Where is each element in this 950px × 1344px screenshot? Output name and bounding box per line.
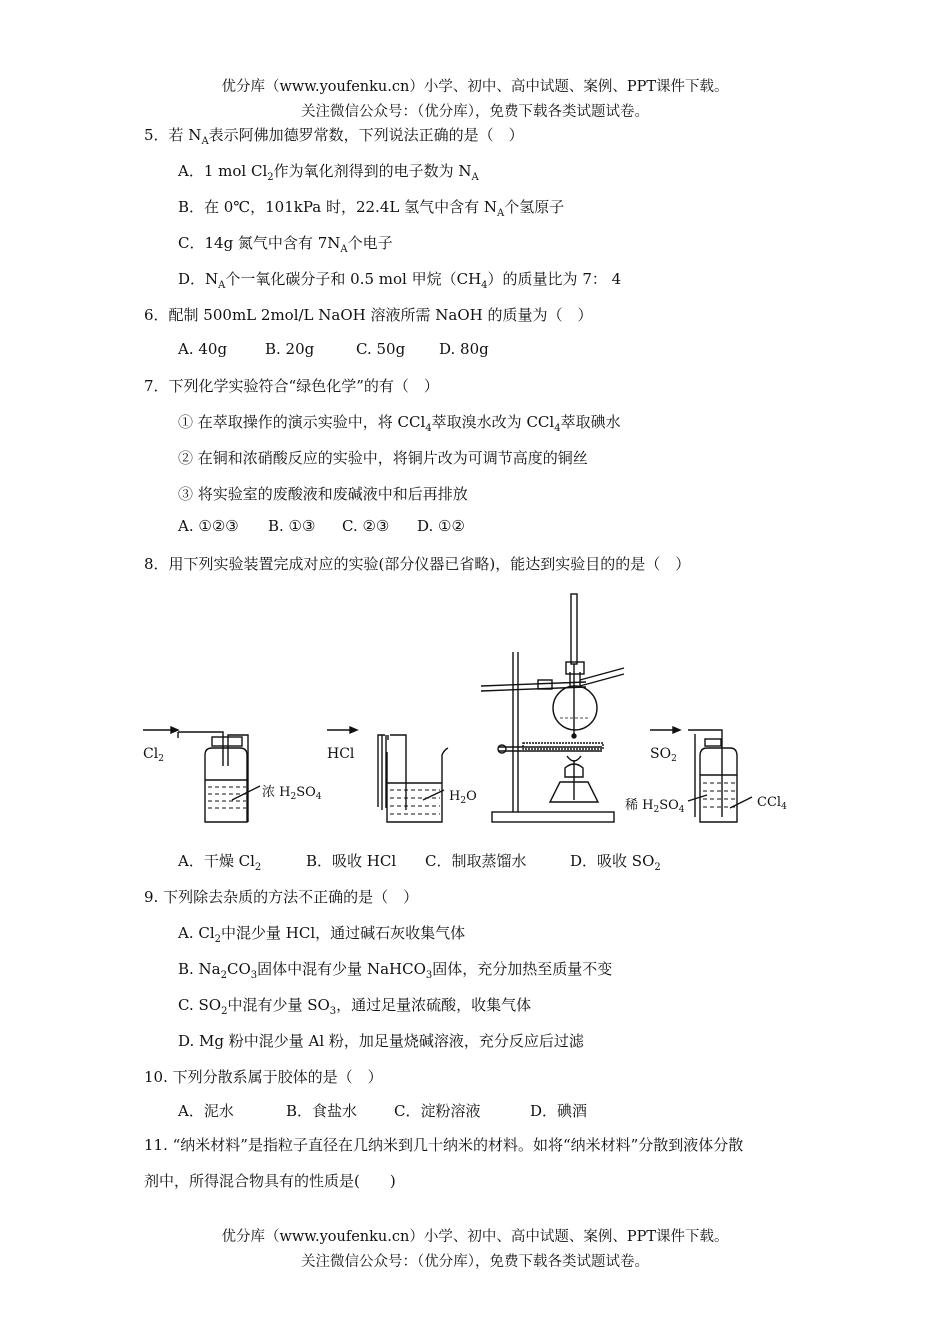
q9-option-c: C. $SO_2$中混有少量 $SO_3$，通过足量浓硫酸，收集气体 [178, 996, 532, 1017]
q8-apparatus-figure [140, 590, 800, 830]
header-line-1: 优分库（www.youfenku.cn）小学、初中、高中试题、案例、PPT课件下载。 [221, 79, 729, 95]
q8-option-b: B．吸收 HCl [306, 852, 397, 870]
q5-option-b: B．在 0℃，101kPa 时，22.4L 氢气中含有 $N_A$个氢原子 [178, 198, 565, 219]
q6-option-d: D. 80g [439, 340, 489, 358]
q11-stem-line-1: 11. “纳米材料”是指粒子直径在几纳米到几十纳米的材料。如将“纳米材料”分散到液体分散 [144, 1136, 744, 1154]
q11-stem-line-2: 剂中，所得混合物具有的性质是( ) [144, 1172, 396, 1190]
q8-stem: 8．用下列实验装置完成对应的实验(部分仪器已省略)，能达到实验目的的是（ ） [144, 555, 691, 573]
q10-option-c: C．淀粉溶液 [394, 1102, 481, 1120]
q10-option-b: B．食盐水 [286, 1102, 358, 1120]
q6-option-a: A. 40g [178, 340, 228, 358]
q10-option-d: D．碘酒 [530, 1102, 588, 1120]
q6-options [178, 340, 489, 358]
apparatus-a-wash-bottle [143, 727, 260, 822]
label-cl2: $Cl_2$ [143, 746, 164, 764]
q7-option-d: D. ①② [417, 517, 465, 535]
label-dil-h2so4: 稀 $H_2SO_4$ [625, 798, 685, 815]
footer-line-2: 关注微信公众号：（优分库），免费下载各类试题试卷。 [301, 1254, 649, 1270]
apparatus-c-distillation [481, 594, 624, 822]
q9-option-a: A. $Cl_2$中混少量 HCl，通过碱石灰收集气体 [178, 924, 466, 945]
label-ccl4: CCl$_4$ [757, 795, 787, 812]
q5-option-c: C．14g 氮气中含有 $7N_A$个电子 [178, 234, 393, 255]
label-so2: $SO_2$ [650, 746, 677, 764]
q8-option-d: D．吸收 $SO_2$ [570, 852, 661, 873]
q7-options [178, 517, 465, 535]
label-hcl: HCl [327, 746, 355, 762]
q8-option-a: A．干燥 $Cl_2$ [178, 852, 262, 873]
label-h2o: $H_2O$ [449, 789, 477, 806]
q7-option-a: A. ①②③ [178, 517, 239, 535]
q10-option-a: A．泥水 [178, 1102, 234, 1120]
q7-item-1: ① 在萃取操作的演示实验中，将 CCl$_4$萃取溴水改为 CCl$_4$萃取碘水 [178, 413, 621, 434]
q5-option-a: A．1 mol $Cl_2$作为氧化剂得到的电子数为 $N_A$ [178, 162, 479, 183]
q10-stem: 10. 下列分散系属于胶体的是（ ） [144, 1068, 383, 1086]
q7-option-b: B. ①③ [268, 517, 316, 535]
apparatus-b-beaker [327, 727, 448, 822]
q9-stem: 9. 下列除去杂质的方法不正确的是（ ） [144, 888, 419, 906]
q7-item-3: ③ 将实验室的废酸液和废碱液中和后再排放 [178, 485, 468, 503]
q9-option-d: D. Mg 粉中混少量 Al 粉，加足量烧碱溶液，充分反应后过滤 [178, 1032, 584, 1050]
q6-option-c: C. 50g [356, 340, 406, 358]
label-conc-h2so4: 浓 $H_2SO_4$ [262, 785, 322, 802]
q6-option-b: B. 20g [265, 340, 315, 358]
header-line-2: 关注微信公众号：（优分库），免费下载各类试题试卷。 [301, 104, 649, 120]
q6-stem: 6．配制 500mL 2mol/L NaOH 溶液所需 NaOH 的质量为（ ） [144, 306, 593, 324]
q9-option-b: B. $Na_2CO_3$固体中混有少量 NaHCO$_3$固体，充分加热至质量不变 [178, 960, 613, 981]
q5-option-d: D．$N_A$个一氧化碳分子和 0.5 mol 甲烷$(CH_4)$的质量比为 7： 4 [178, 270, 622, 291]
q8-option-c: C．制取蒸馏水 [425, 852, 527, 870]
q7-item-2: ② 在铜和浓硝酸反应的实验中，将铜片改为可调节高度的铜丝 [178, 449, 588, 467]
q7-stem: 7．下列化学实验符合“绿色化学”的有（ ） [144, 377, 439, 395]
q7-option-c: C. ②③ [342, 517, 390, 535]
q5-stem: 5．若 $N_A$表示阿佛加德罗常数，下列说法正确的是（ ） [144, 126, 524, 147]
footer-line-1: 优分库（www.youfenku.cn）小学、初中、高中试题、案例、PPT课件下载。 [221, 1229, 729, 1245]
q10-options [178, 1100, 587, 1121]
